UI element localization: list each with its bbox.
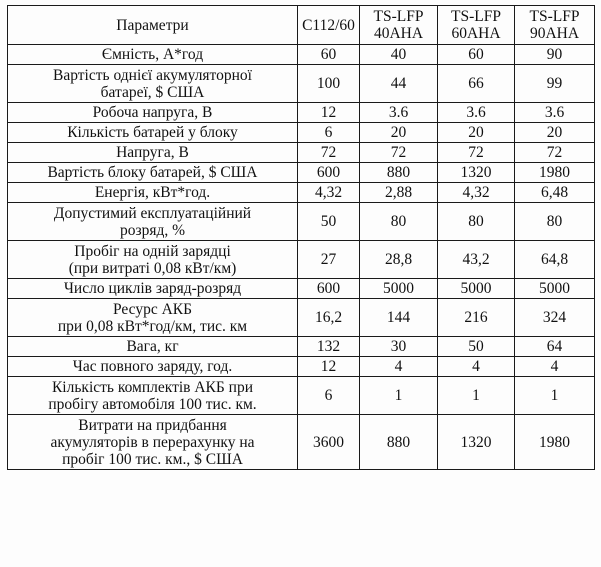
table-row	[8, 337, 595, 357]
value-cell: 80	[360, 203, 438, 241]
value-cell: 72	[515, 143, 595, 163]
value-cell: 4,32	[438, 183, 515, 203]
value-cell: 99	[515, 65, 595, 103]
parameter-label: Ємність, А*год	[8, 45, 298, 65]
table-header-row	[8, 6, 595, 45]
table-row	[8, 123, 595, 143]
value-cell: 880	[360, 163, 438, 183]
parameter-label: Допустимий експлуатаційний розряд, %	[8, 203, 298, 241]
value-cell: 80	[438, 203, 515, 241]
table-row	[8, 163, 595, 183]
table-row	[8, 299, 595, 337]
value-cell: 12	[298, 357, 360, 377]
header-parameters: Параметри	[8, 6, 298, 45]
parameter-label: Пробіг на одній зарядці (при витраті 0,08 кВт/км)	[8, 241, 298, 279]
value-cell: 6,48	[515, 183, 595, 203]
table-row	[8, 377, 595, 415]
parameter-label: Кількість комплектів АКБ при пробігу автомобіля 100 тис. км.	[8, 377, 298, 415]
value-cell: 44	[360, 65, 438, 103]
value-cell: 1	[360, 377, 438, 415]
value-cell: 5000	[438, 279, 515, 299]
value-cell: 4	[515, 357, 595, 377]
value-cell: 20	[360, 123, 438, 143]
parameter-label: Витрати на придбання акумуляторів в перерахунку на пробіг 100 тис. км., $ США	[8, 415, 298, 470]
value-cell: 1320	[438, 415, 515, 470]
value-cell: 4	[360, 357, 438, 377]
value-cell: 50	[298, 203, 360, 241]
value-cell: 4,32	[298, 183, 360, 203]
parameter-label: Робоча напруга, В	[8, 103, 298, 123]
value-cell: 72	[438, 143, 515, 163]
value-cell: 72	[360, 143, 438, 163]
table-row	[8, 415, 595, 470]
parameter-label: Енергія, кВт*год.	[8, 183, 298, 203]
table-row	[8, 183, 595, 203]
parameter-label: Вартість блоку батарей, $ США	[8, 163, 298, 183]
value-cell: 3.6	[515, 103, 595, 123]
value-cell: 12	[298, 103, 360, 123]
value-cell: 5000	[360, 279, 438, 299]
parameter-label: Ресурс АКБ при 0,08 кВт*год/км, тис. км	[8, 299, 298, 337]
value-cell: 43,2	[438, 241, 515, 279]
value-cell: 1980	[515, 163, 595, 183]
value-cell: 324	[515, 299, 595, 337]
value-cell: 20	[438, 123, 515, 143]
value-cell: 60	[438, 45, 515, 65]
value-cell: 1320	[438, 163, 515, 183]
value-cell: 6	[298, 123, 360, 143]
battery-comparison-table	[7, 5, 595, 470]
value-cell: 27	[298, 241, 360, 279]
parameter-label: Вага, кг	[8, 337, 298, 357]
value-cell: 3.6	[360, 103, 438, 123]
value-cell: 132	[298, 337, 360, 357]
value-cell: 60	[298, 45, 360, 65]
table-row	[8, 65, 595, 103]
value-cell: 100	[298, 65, 360, 103]
value-cell: 5000	[515, 279, 595, 299]
parameter-label: Напруга, В	[8, 143, 298, 163]
table-body	[8, 45, 595, 470]
value-cell: 80	[515, 203, 595, 241]
value-cell: 40	[360, 45, 438, 65]
value-cell: 880	[360, 415, 438, 470]
value-cell: 600	[298, 163, 360, 183]
value-cell: 2,88	[360, 183, 438, 203]
table-row	[8, 45, 595, 65]
value-cell: 3.6	[438, 103, 515, 123]
value-cell: 66	[438, 65, 515, 103]
value-cell: 144	[360, 299, 438, 337]
table-row	[8, 203, 595, 241]
table-row	[8, 279, 595, 299]
value-cell: 90	[515, 45, 595, 65]
table-row	[8, 143, 595, 163]
header-ts-lfp-90aha: TS-LFP 90AHA	[515, 6, 595, 45]
table-row	[8, 241, 595, 279]
value-cell: 6	[298, 377, 360, 415]
value-cell: 3600	[298, 415, 360, 470]
value-cell: 216	[438, 299, 515, 337]
value-cell: 72	[298, 143, 360, 163]
header-ts-lfp-40aha: TS-LFP 40AHA	[360, 6, 438, 45]
header-ts-lfp-60aha: TS-LFP 60AHA	[438, 6, 515, 45]
parameter-label: Число циклів заряд-розряд	[8, 279, 298, 299]
value-cell: 20	[515, 123, 595, 143]
value-cell: 600	[298, 279, 360, 299]
header-c112-60: C112/60	[298, 6, 360, 45]
value-cell: 1980	[515, 415, 595, 470]
value-cell: 64,8	[515, 241, 595, 279]
table-row	[8, 357, 595, 377]
value-cell: 50	[438, 337, 515, 357]
value-cell: 28,8	[360, 241, 438, 279]
value-cell: 30	[360, 337, 438, 357]
value-cell: 1	[515, 377, 595, 415]
parameter-label: Час повного заряду, год.	[8, 357, 298, 377]
parameter-label: Кількість батарей у блоку	[8, 123, 298, 143]
table-row	[8, 103, 595, 123]
value-cell: 1	[438, 377, 515, 415]
value-cell: 16,2	[298, 299, 360, 337]
value-cell: 4	[438, 357, 515, 377]
parameter-label: Вартість однієї акумуляторної батареї, $ США	[8, 65, 298, 103]
value-cell: 64	[515, 337, 595, 357]
